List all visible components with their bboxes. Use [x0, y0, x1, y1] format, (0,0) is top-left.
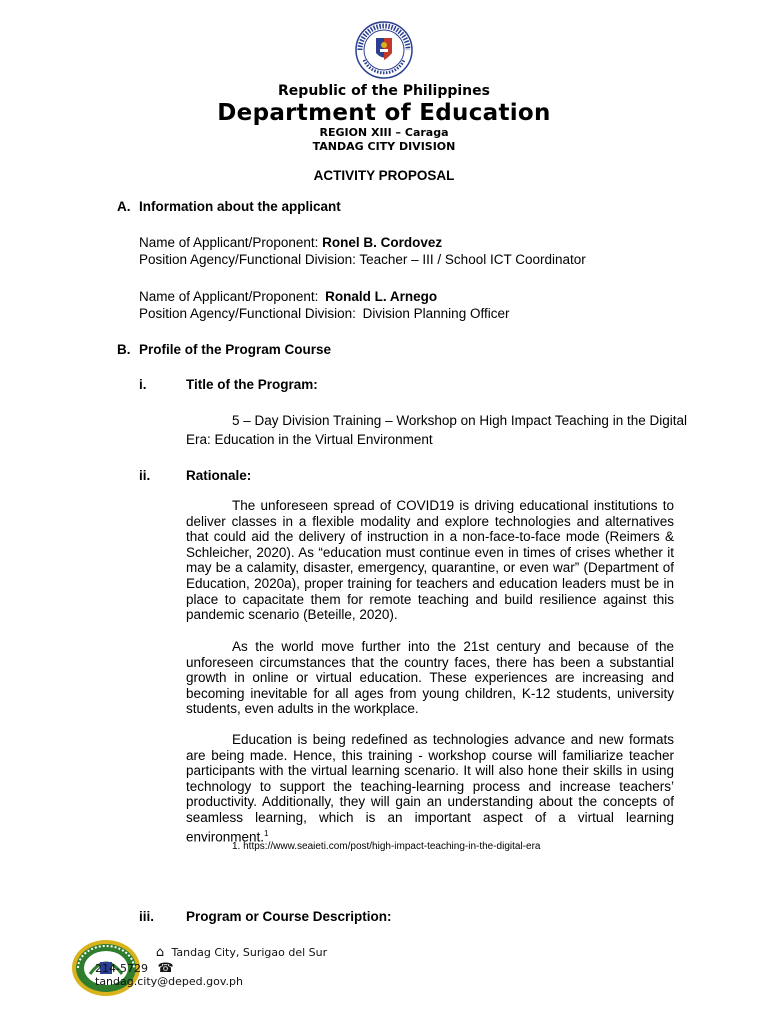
rationale-paragraph-1: The unforeseen spread of COVID19 is driving educational institutions to deliver classes in a flexible modality and explore technologies and alternatives that could aid the delivery of instruction in a non-face-to-face mode (Reimers & Schleicher, 2020). As “education must continue even in times of crises whether it may be a calamity, disaster, emergency, quarantine, or even war” (Department of Education, 2020a), proper training for teachers and education leaders must be in place to capacitate them for remote teaching and build resilience against this pandemic scenario (Beteille, 2020).: [186, 498, 674, 623]
telephone-icon: ☎: [157, 961, 174, 976]
header-republic: Republic of the Philippines: [278, 83, 490, 99]
applicant-name-label: Name of Applicant/Proponent:: [139, 289, 319, 304]
header-region: REGION XIII – Caraga: [319, 126, 449, 139]
applicant-2-name-row: [139, 289, 437, 305]
footer-address: Tandag City, Surigao del Sur: [171, 946, 328, 959]
item-iii-heading: Program or Course Description:: [186, 909, 392, 924]
item-ii-numeral: ii.: [139, 468, 151, 483]
rationale-paragraph-2: As the world move further into the 21st century and because of the unforeseen circumstances that the country faces, there has been a substantial growth in online or virtual education. These experiences are increasing and becoming inevitable for all ages from young children, K-12 students, university students, even adults in the workplace.: [186, 639, 674, 717]
footnote-text: 1. https://www.seaieti.com/post/high-impact-teaching-in-the-digital-era: [232, 841, 541, 852]
item-ii-heading: Rationale:: [186, 468, 252, 483]
rationale-paragraph-3: [186, 732, 674, 845]
section-b-letter: B.: [117, 342, 131, 357]
position-value: Teacher – III / School ICT Coordinator: [359, 252, 586, 267]
section-a-heading: Information about the applicant: [139, 199, 341, 214]
footnote-marker: 1: [264, 828, 269, 838]
applicant-1-position-row: [139, 252, 586, 268]
section-a-letter: A.: [117, 199, 131, 214]
document-title: ACTIVITY PROPOSAL: [313, 168, 455, 183]
program-title-line-2: Era: Education in the Virtual Environment: [186, 432, 433, 447]
rationale-paragraph-3-text: Education is being redefined as technologies advance and new formats are being made. Hence, this training - workshop course will familiarize teacher participants with the virtual learning scenario. It will also hone their skills in using technology to support the teaching-learning process and increase teachers’ productivity. Additionally, they will gain an understanding about the concepts of seamless learning, which is an important aspect of a virtual learning environment.: [186, 732, 674, 845]
applicant-1-name-row: [139, 235, 442, 251]
footer-email-row: [95, 975, 243, 988]
footer-address-row: [152, 945, 327, 960]
item-iii-numeral: iii.: [139, 909, 155, 924]
program-title-line-1: 5 – Day Division Training – Workshop on High Impact Teaching in the Digital: [232, 413, 687, 428]
item-i-heading: Title of the Program:: [186, 377, 318, 392]
header-division: TANDAG CITY DIVISION: [312, 140, 456, 153]
position-label: Position Agency/Functional Division:: [139, 306, 356, 321]
applicant-name: Ronald L. Arnego: [325, 289, 438, 304]
home-icon: ⌂: [155, 945, 165, 960]
footer-email[interactable]: tandag.city@deped.gov.ph: [95, 975, 243, 988]
applicant-name-label: Name of Applicant/Proponent:: [139, 235, 319, 250]
item-i-numeral: i.: [139, 377, 147, 392]
header-department: Department of Education: [217, 100, 551, 126]
applicant-name: Ronel B. Cordovez: [322, 235, 443, 250]
applicant-2-position-row: [139, 306, 509, 322]
position-value: Division Planning Officer: [362, 306, 510, 321]
footer-phone-row: [95, 961, 173, 976]
footer-phone: 214-5729: [95, 962, 148, 975]
position-label: Position Agency/Functional Division:: [139, 252, 356, 267]
section-b-heading: Profile of the Program Course: [139, 342, 332, 357]
deped-seal-logo: [350, 20, 418, 80]
